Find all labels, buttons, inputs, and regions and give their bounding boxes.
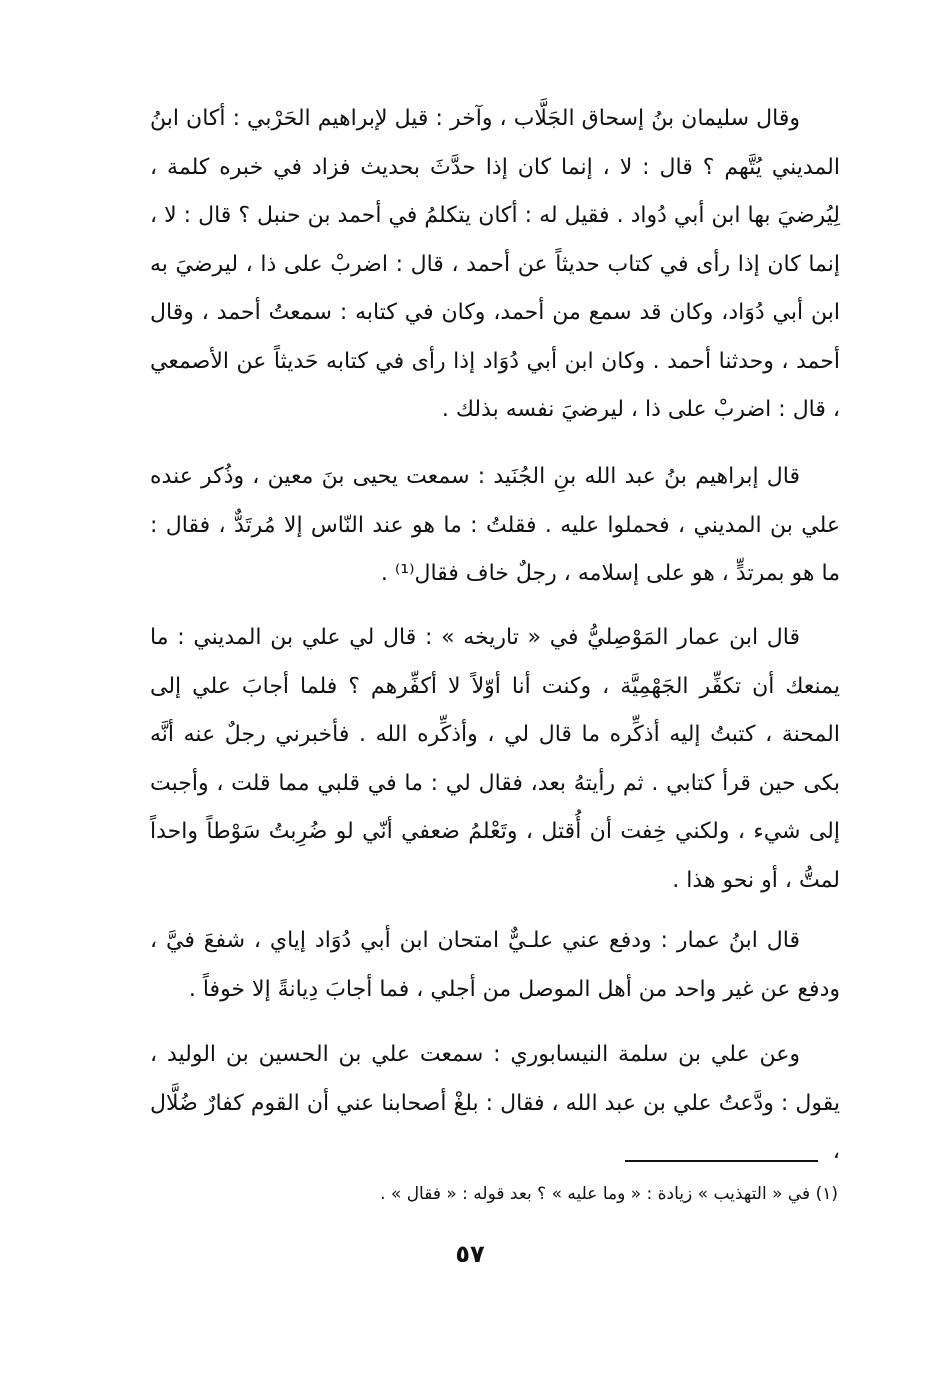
paragraph-text: وعن علي بن سلمة النيسابوري : سمعت علي بن الحسين بن الوليد ، يقول : ودَّعتُ علي بن عبد الله ، فقال : بلغْ أصحابنا عني أن القوم كفارٌ ضُلَّال ،: [150, 1042, 840, 1164]
paragraph-text: قال ابنُ عمار : ودفع عني علـيٌّ امتحان ابن أبي دُوَاد إياي ، شفعَ فيَّ ، ودفع عن غير واحد من أهل الموصل من أجلي ، فما أجابَ دِيانةً إلا خوفاً .: [150, 928, 840, 1002]
paragraph-text: وقال سليمان بنُ إسحاق الجَلَّاب ، وآخر : قيل لإبراهيم الحَرْبي : أكان ابنُ المديني يُتَّهم ؟ قال : لا ، إنما كان إذا حدَّثَ بحديث فزاد في خبره كلمة ، لِيُرضيَ بها ابن أبي دُواد . فقيل له : أكان يتكلمُ في أحمد بن حنبل ؟ قال : لا ، إنما كان إذا رأى في كتاب حديثاً عن أحمد ، قال : اضربْ على ذا ، ليرضيَ به ابن أبي دُوَاد، وكان قد سمع من أحمد، وكان في كتابه : سمعتُ أحمد ، وقال أحمد ، وحدثنا أحمد . وكان ابن أبي دُوَاد إذا رأى في كتابه حَديثاً عن الأصمعي ، قال : اضربْ على ذا ، ليرضيَ نفسه بذلك .: [150, 106, 840, 422]
paragraph-ibrahim-ibn-al-junayd: [150, 453, 840, 599]
footnote: (١) في « التهذيب » زيادة : « وما عليه » ؟ بعد قوله : « فقال » .: [380, 1184, 838, 1204]
paragraph-sulayman-ibn-ishaq: [150, 95, 840, 435]
paragraph-ibn-ammar-al-mawsili: [150, 614, 840, 905]
paragraph-ali-ibn-salama: [150, 1031, 840, 1177]
paragraph-ibn-ammar-defense: [150, 917, 840, 1014]
paragraph-text: قال ابن عمار المَوْصِليُّ في « تاريخه » : قال لي علي بن المديني : ما يمنعك أن تكفِّر الجَهْمِيَّة ، وكنت أنا أوّلاً لا أكفِّرهم ؟ فلما أجابَ علي إلى المحنة ، كتبتُ إليه أذكِّره ما قال لي ، وأذكِّره الله . فأخبرني رجلٌ عنه أنَّه بكى حين قرأ كتابي . ثم رأيتهُ بعد، فقال لي : ما في قلبي مما قلت ، وأجبت إلى شيء ، ولكني خِفت أن أُقتل ، وتَعْلمُ ضعفي أنّي لو ضُرِبتُ سَوْطاً واحداً لمتُّ ، أو نحو هذا .: [150, 625, 840, 893]
footnote-divider: [625, 1160, 818, 1162]
page-number: ٥٧: [455, 1240, 485, 1268]
paragraph-text: قال إبراهيم بنُ عبد الله بنِ الجُنَيد : سمعت يحيى بنَ معين ، وذُكر عنده علي بن المديني ، فحملوا عليه . فقلتُ : ما هو عند النّاس إلا مُرتَدٌّ ، فقال : ما هو بمرتدٍّ ، هو على إسلامه ، رجلٌ خاف فقال⁽¹⁾ .: [150, 464, 840, 586]
